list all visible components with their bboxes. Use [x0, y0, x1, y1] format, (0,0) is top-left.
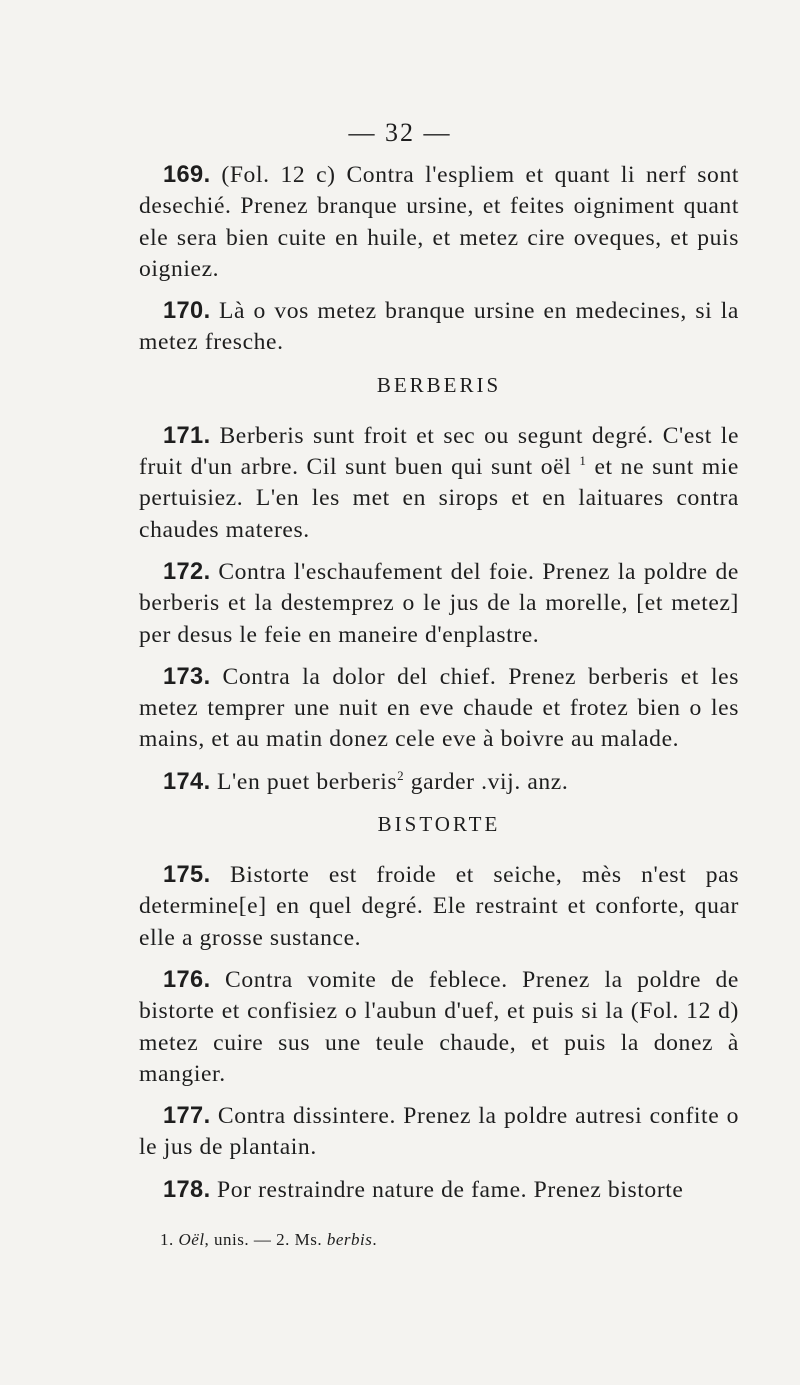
paragraph-number: 174. [163, 768, 211, 795]
paragraph-173 [139, 662, 739, 756]
section-heading-bistorte: BISTORTE [377, 812, 501, 837]
paragraph-176 [139, 965, 739, 1090]
footnote-1-rest: , unis. — 2. Ms. [204, 1230, 323, 1249]
paragraph-text-continued: et ne sunt mie pertuisiez. L'en les met en sirops et en laituares contra chaudes materes. [139, 454, 740, 543]
paragraph-number: 169. [163, 162, 211, 188]
footnote-ref: 1 [579, 453, 587, 469]
paragraph-number: 173. [163, 663, 211, 690]
paragraph-177 [139, 1101, 739, 1164]
paragraph-text: Bistorte est froide et seiche, mès n'est pas determine[e] en quel degré. Ele restraint et conforte, quar elle a grosse sustance. [139, 862, 740, 951]
paragraph-number: 176. [163, 966, 211, 993]
paragraph-number: 175. [163, 862, 211, 889]
footnotes [160, 1230, 377, 1250]
paragraph-number: 177. [163, 1103, 211, 1130]
paragraph-172 [139, 557, 739, 651]
paragraph-171 [139, 421, 739, 546]
paragraph-text: Là o vos metez branque ursine en medecines, si la metez fresche. [139, 298, 739, 356]
footnote-ref: 2 [397, 767, 405, 783]
section-heading-berberis: BERBERIS [376, 372, 502, 397]
paragraph-170 [139, 296, 739, 359]
paragraph-text: Contra l'eschaufement del foie. Prenez la poldre de berberis et la destemprez o le jus de la morelle, [et metez] per desus le feie en maneire d'enplastre. [139, 558, 739, 648]
paragraph-number: 172. [163, 558, 211, 585]
footnote-2-word: berbis [326, 1230, 373, 1249]
footnote-1-word: Oël [178, 1230, 205, 1249]
footnote-1-number: 1. [160, 1230, 174, 1249]
paragraph-text: Por restraindre nature de fame. Prenez bistorte [217, 1176, 684, 1203]
page-number: — 32 — [348, 118, 452, 147]
paragraph-text: Contra dissintere. Prenez la poldre autresi confite o le jus de plantain. [139, 1103, 740, 1161]
paragraph-text: Contra vomite de feblece. Prenez la poldre de bistorte et confisiez o l'aubun d'uef, et puis si la (Fol. 12 d) metez cuire sus une teule chaude, et puis la donez à mangier. [139, 966, 740, 1087]
paragraph-174 [139, 767, 739, 798]
paragraph-number: 171. [163, 422, 211, 449]
paragraph-number: 170. [163, 298, 211, 325]
paragraph-text: L'en puet berberis [217, 768, 398, 795]
paragraph-text-continued: garder .vij. anz. [410, 768, 569, 795]
paragraph-178 [139, 1175, 739, 1206]
main-text [139, 160, 739, 1217]
paragraph-175 [139, 860, 739, 954]
paragraph-number: 178. [163, 1176, 211, 1203]
paragraph-text: Contra la dolor del chief. Prenez berberis et les metez temprer une nuit en eve chaude et frotez bien o les mains, et au matin donez cele eve à boivre au malade. [139, 663, 739, 753]
paragraph-text: Berberis sunt froit et sec ou segunt degré. C'est le fruit d'un arbre. Cil sunt buen qui sunt oël [139, 422, 740, 481]
paragraph-169 [139, 160, 739, 285]
paragraph-text: (Fol. 12 c) Contra l'espliem et quant li nerf sont desechié. Prenez branque ursine, et feites oigniment quant ele sera bien cuite en huile, et metez cire oveques, et puis oigniez. [139, 162, 739, 282]
footnote-2-rest: . [372, 1230, 378, 1249]
